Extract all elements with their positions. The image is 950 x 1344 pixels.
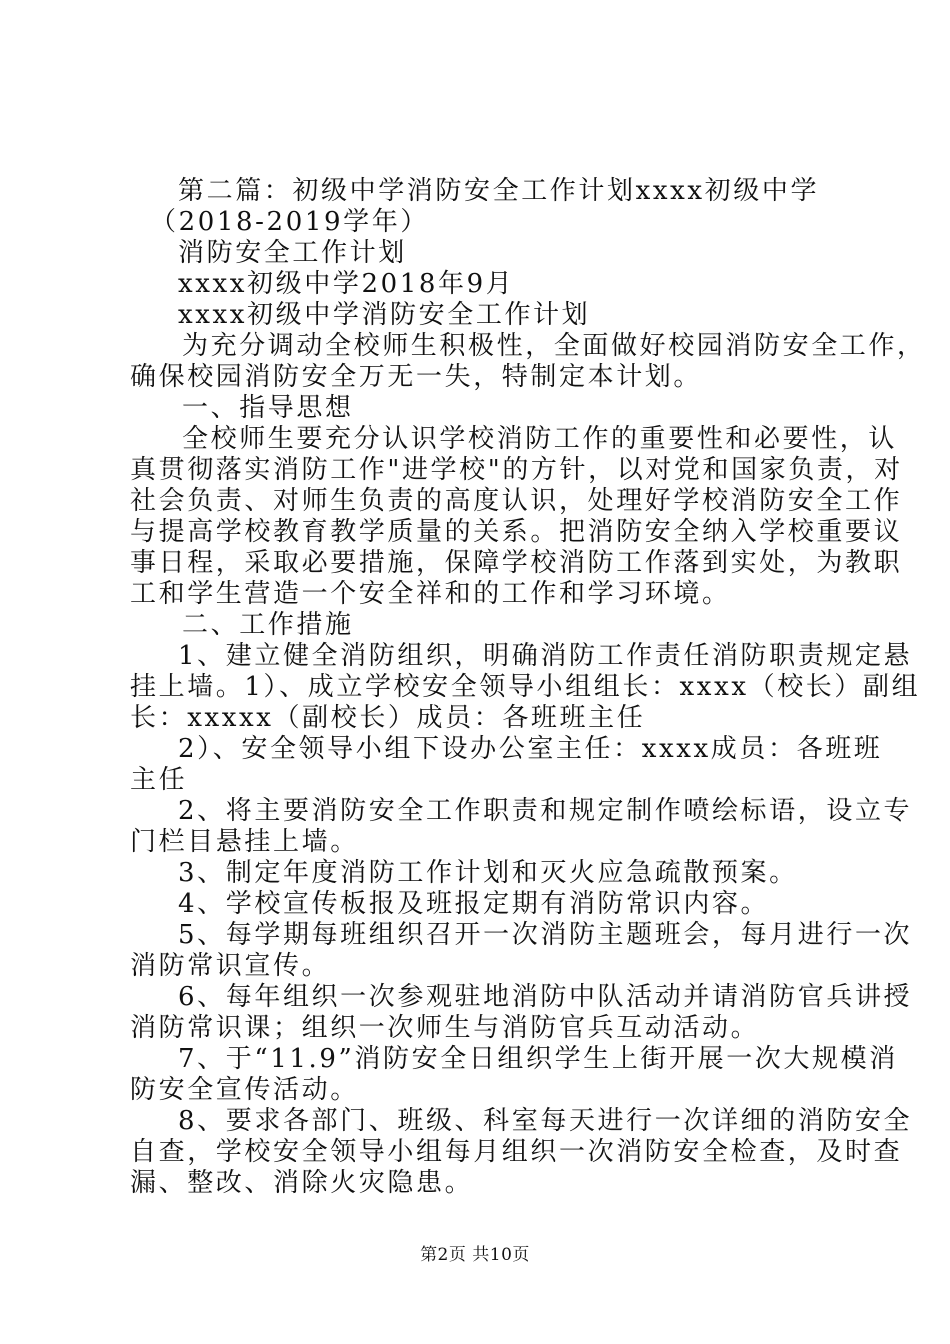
section-1-line-6: 工和学生营造一个安全祥和的工作和学习环境。	[130, 579, 731, 609]
item-1-line-2: 挂上墙。1）、成立学校安全领导小组组长：xxxx（校长）副组	[130, 672, 921, 702]
item-4-line-1: 4、学校宣传板报及班报定期有消防常识内容。	[178, 889, 770, 919]
section-title-1: 一、指导思想	[182, 393, 354, 423]
item-8-line-3: 漏、整改、消除火灾隐患。	[130, 1168, 474, 1198]
item-1-sub-line-1: 2）、安全领导小组下设办公室主任：xxxx成员：各班班	[178, 734, 883, 764]
section-1-line-5: 事日程，采取必要措施，保障学校消防工作落到实处，为教职	[130, 548, 903, 578]
item-8-line-2: 自查，学校安全领导小组每月组织一次消防安全检查，及时查	[130, 1137, 903, 1167]
section-1-line-2: 真贯彻落实消防工作"进学校"的方针，以对党和国家负责，对	[130, 455, 903, 485]
section-1-line-4: 与提高学校教育教学质量的关系。把消防安全纳入学校重要议	[130, 517, 903, 547]
item-3-line-1: 3、制定年度消防工作计划和灭火应急疏散预案。	[178, 858, 798, 888]
item-2-line-1: 2、将主要消防安全工作职责和规定制作喷绘标语，设立专	[178, 796, 913, 826]
item-2-line-2: 门栏目悬挂上墙。	[130, 827, 359, 857]
item-5-line-1: 5、每学期每班组织召开一次消防主题班会，每月进行一次	[178, 920, 913, 950]
intro-line-2: 确保校园消防安全万无一失，特制定本计划。	[130, 362, 703, 392]
intro-line-1: 为充分调动全校师生积极性，全面做好校园消防安全工作，	[182, 331, 926, 361]
item-7-line-2: 防安全宣传活动。	[130, 1075, 359, 1105]
heading-line-4: xxxx初级中学2018年9月	[178, 269, 515, 299]
item-1-line-1: 1、建立健全消防组织，明确消防工作责任消防职责规定悬	[178, 641, 913, 671]
item-5-line-2: 消防常识宣传。	[130, 951, 331, 981]
item-1-sub-line-2: 主任	[130, 765, 188, 795]
heading-line-3: 消防安全工作计划	[178, 238, 407, 268]
heading-line-1: 第二篇：初级中学消防安全工作计划xxxx初级中学	[178, 176, 820, 206]
item-6-line-1: 6、每年组织一次参观驻地消防中队活动并请消防官兵讲授	[178, 982, 913, 1012]
section-1-line-3: 社会负责、对师生负责的高度认识，处理好学校消防安全工作	[130, 486, 903, 516]
item-7-line-1: 7、于“11.9”消防安全日组织学生上街开展一次大规模消	[178, 1044, 898, 1074]
item-1-line-3: 长：xxxxx（副校长）成员：各班班主任	[130, 703, 646, 733]
page-number-footer: 第2页 共10页	[420, 1245, 530, 1265]
heading-line-2: （2018-2019学年）	[150, 207, 429, 237]
heading-line-5: xxxx初级中学消防安全工作计划	[178, 300, 591, 330]
item-8-line-1: 8、要求各部门、班级、科室每天进行一次详细的消防安全	[178, 1106, 913, 1136]
section-1-line-1: 全校师生要充分认识学校消防工作的重要性和必要性，认	[182, 424, 898, 454]
item-6-line-2: 消防常识课；组织一次师生与消防官兵互动活动。	[130, 1013, 760, 1043]
section-title-2: 二、工作措施	[182, 610, 354, 640]
